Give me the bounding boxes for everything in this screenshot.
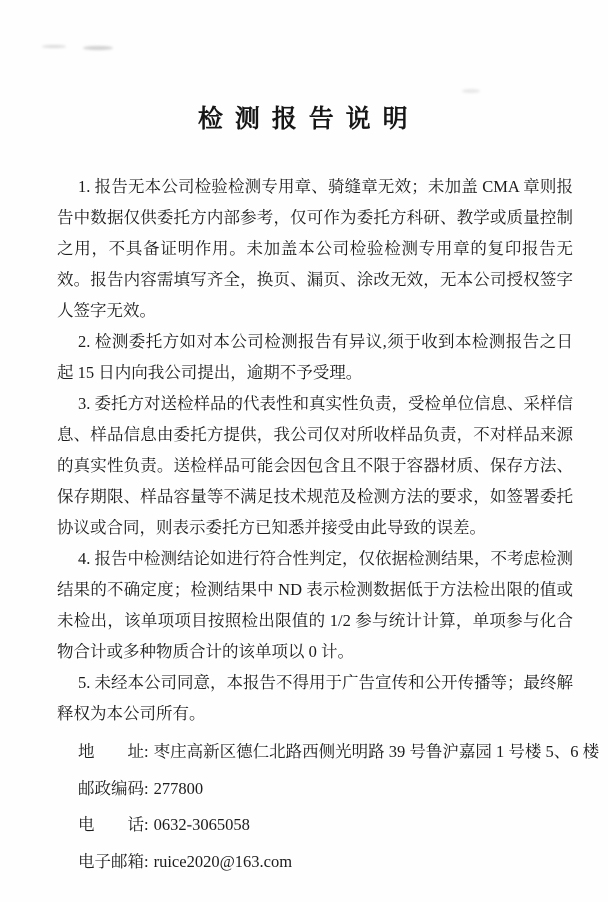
contact-label: 地 址: xyxy=(78,742,149,761)
contact-row-phone xyxy=(78,807,578,844)
contact-row-postal-code xyxy=(78,771,578,808)
note-paragraph-4: 4. 报告中检测结论如进行符合性判定，仅依据检测结果，不考虑检测结果的不确定度；检测结果中 ND 表示检测数据低于方法检出限的值或未检出，该单项项目按照检出限值的 1/2 参与统计计算，单项参与化合物合计或多种物质合计的该单项以 0 计。 xyxy=(57,549,573,661)
contact-row-email xyxy=(78,844,578,881)
contact-row-address xyxy=(78,734,600,771)
note-paragraph-1: 1. 报告无本公司检验检测专用章、骑缝章无效；未加盖 CMA 章则报告中数据仅供委托方内部参考，仅可作为委托方科研、教学或质量控制之用，不具备证明作用。未加盖本公司检验检测专用章的复印报告无效。报告内容需填写齐全，换页、漏页、涂改无效，无本公司授权签字人签字无效。 xyxy=(57,177,573,320)
contact-value: 277800 xyxy=(153,778,204,798)
contact-value: ruice2020@163.com xyxy=(153,851,293,871)
note-paragraph-5: 5. 未经本公司同意，本报告不得用于广告宣传和公开传播等；最终解释权为本公司所有。 xyxy=(57,673,573,723)
note-paragraph-3: 3. 委托方对送检样品的代表性和真实性负责，受检单位信息、采样信息、样品信息由委托方提供，我公司仅对所收样品负责，不对样品来源的真实性负责。送检样品可能会因包含且不限于容器材质、保存方法、保存期限、样品容量等不满足技术规范及检测方法的要求，如签署委托协议或合同，则表示委托方已知悉并接受由此导致的误差。 xyxy=(57,394,573,537)
contact-value: 枣庄高新区德仁北路西侧光明路 39 号鲁沪嘉园 1 号楼 5、6 楼 xyxy=(153,742,600,761)
note-paragraph-2: 2. 检测委托方如对本公司检测报告有异议,须于收到本检测报告之日起 15 日内向我公司提出，逾期不予受理。 xyxy=(57,332,573,382)
page-title: 检 测 报 告 说 明 xyxy=(197,105,411,133)
contact-label: 邮政编码: xyxy=(78,778,149,798)
scan-smudge xyxy=(83,46,113,50)
scan-smudge xyxy=(462,89,480,93)
contact-label: 电 话: xyxy=(78,815,149,834)
report-notes xyxy=(57,171,573,729)
contact-label: 电子邮箱: xyxy=(78,851,149,871)
scan-smudge xyxy=(42,45,66,48)
contact-value: 0632-3065058 xyxy=(153,815,250,834)
contact-info xyxy=(78,734,600,880)
